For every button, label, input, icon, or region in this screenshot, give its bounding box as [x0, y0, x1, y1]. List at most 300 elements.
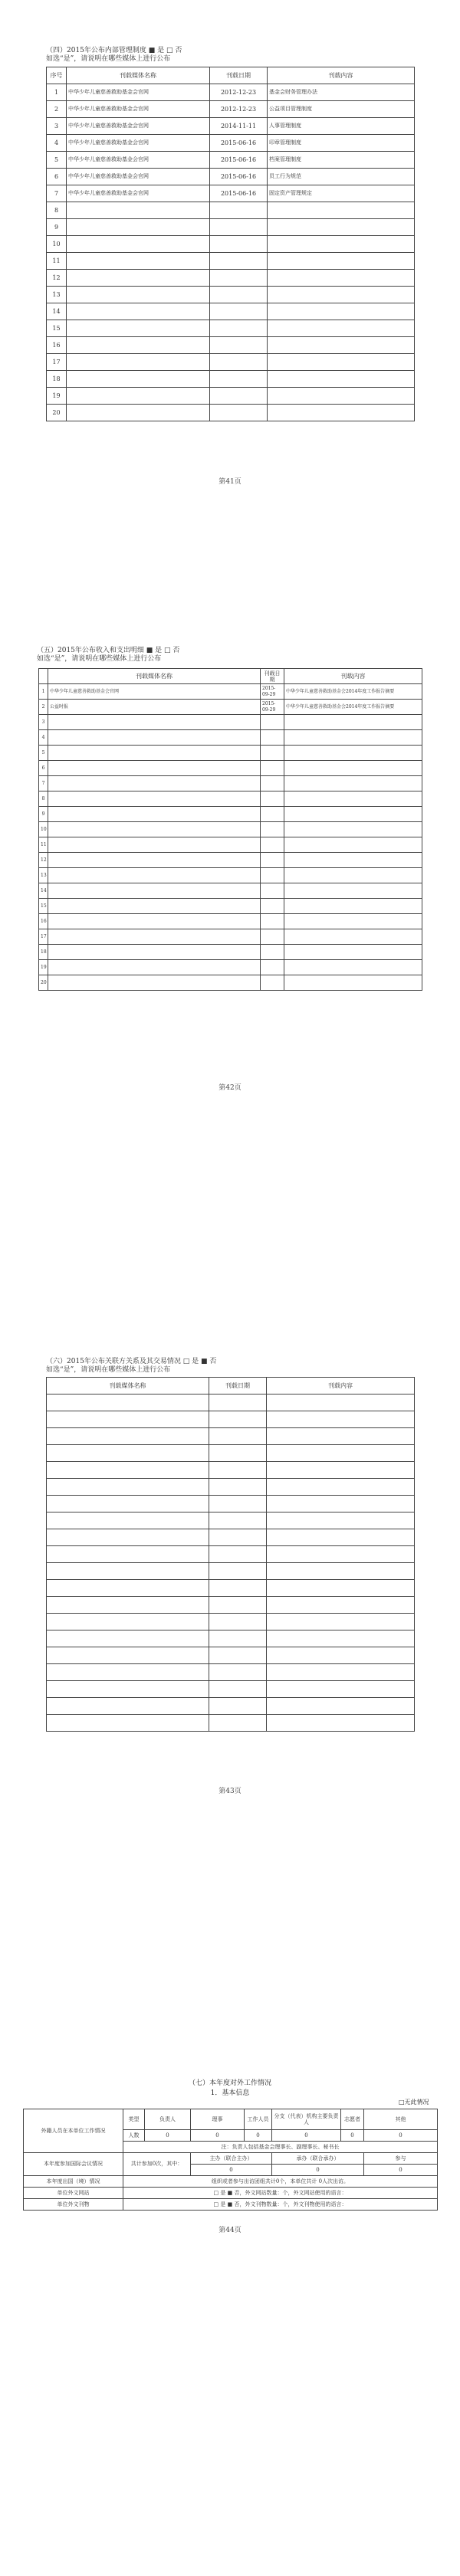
table-row	[47, 1529, 415, 1546]
row-date	[210, 270, 268, 287]
row-content	[267, 1462, 415, 1479]
col-other: 其他	[364, 2109, 438, 2130]
row-date	[209, 1580, 267, 1597]
row-date	[209, 1496, 267, 1512]
header-date: 刊载日期	[209, 1378, 267, 1395]
sec6-table	[46, 1377, 415, 1732]
table-row	[39, 700, 422, 715]
row-content	[267, 1428, 415, 1445]
row-no: 8	[39, 791, 48, 807]
row-no: 13	[47, 287, 67, 303]
row-date	[209, 1479, 267, 1496]
row-media	[67, 236, 210, 253]
row-content	[267, 1597, 415, 1614]
sec5-heading-line2: 如选“是”，请说明在哪些媒体上进行公布	[37, 655, 162, 663]
row-no: 6	[39, 761, 48, 776]
header-content: 刊载内容	[284, 669, 422, 684]
row-media	[67, 371, 210, 388]
row-media	[67, 270, 210, 287]
table-row	[47, 287, 415, 303]
abroad-text: 组织或者参与出访团组共计0个，本单位共计 0人次出访。	[123, 2176, 438, 2188]
row-media	[47, 1411, 209, 1428]
row-no: 19	[47, 388, 67, 405]
table-row	[47, 388, 415, 405]
row-no: 12	[39, 853, 48, 868]
col-leader: 负责人	[145, 2109, 191, 2130]
row-media	[47, 1698, 209, 1715]
row-date	[210, 287, 268, 303]
table-row	[39, 899, 422, 914]
row-media	[47, 1647, 209, 1664]
col-staff: 工作人员	[245, 2109, 272, 2130]
row-content	[284, 899, 422, 914]
row-no: 15	[47, 320, 67, 337]
table-row	[47, 219, 415, 236]
row-date	[261, 837, 284, 853]
table-row	[47, 135, 415, 152]
table-row	[39, 746, 422, 761]
row-media	[48, 791, 261, 807]
row-date	[210, 320, 268, 337]
sec7-table	[23, 2109, 438, 2211]
row-media: 中华少年儿童慈善救助基金会官网	[67, 118, 210, 135]
row-date	[261, 791, 284, 807]
table-row	[47, 337, 415, 354]
row-media	[48, 807, 261, 822]
row-content	[268, 219, 415, 236]
row-date	[209, 1664, 267, 1681]
table-row	[47, 1597, 415, 1614]
count-label: 人数	[123, 2130, 145, 2142]
row-media: 中华少年儿童慈善救助基金会官网	[67, 152, 210, 169]
row-content	[267, 1563, 415, 1580]
row-content	[268, 354, 415, 371]
foreign-website-text: □ 是 ■ 否，外文网站数量：个，外文网站使用的语言：	[123, 2188, 438, 2199]
table-row	[39, 730, 422, 746]
row-date	[209, 1462, 267, 1479]
foreign-staff-label: 外籍人员在本单位工作情况	[24, 2109, 123, 2153]
row-media	[48, 960, 261, 975]
sec5-table	[38, 668, 422, 991]
row-content: 固定资产管理规定	[268, 185, 415, 202]
row-content	[267, 1580, 415, 1597]
row-content	[267, 1715, 415, 1732]
table-row	[47, 1411, 415, 1428]
row-media	[47, 1529, 209, 1546]
row-content	[267, 1647, 415, 1664]
row-no: 7	[39, 776, 48, 791]
table-row	[39, 715, 422, 730]
table-row	[47, 84, 415, 101]
row-media	[67, 354, 210, 371]
row-date	[209, 1411, 267, 1428]
row-content	[267, 1411, 415, 1428]
row-no: 11	[47, 253, 67, 270]
row-no: 15	[39, 899, 48, 914]
table-row	[47, 236, 415, 253]
count-director: 0	[191, 2130, 245, 2142]
row-content	[284, 822, 422, 837]
header-no-blank	[39, 669, 48, 684]
row-date	[261, 899, 284, 914]
row-media	[47, 1496, 209, 1512]
row-date	[209, 1597, 267, 1614]
row-media	[47, 1597, 209, 1614]
row-content	[267, 1630, 415, 1647]
row-date	[209, 1614, 267, 1630]
table-row	[39, 914, 422, 929]
table-row	[47, 169, 415, 185]
row-no: 2	[39, 700, 48, 715]
count-volunteer: 0	[341, 2130, 364, 2142]
table-row	[47, 185, 415, 202]
table-row	[47, 1698, 415, 1715]
row-date	[210, 202, 268, 219]
row-no: 20	[39, 975, 48, 991]
row-date	[209, 1512, 267, 1529]
row-no: 14	[39, 883, 48, 899]
table-row	[39, 761, 422, 776]
header-content: 刊载内容	[267, 1378, 415, 1395]
table-row	[47, 1681, 415, 1698]
sec5-heading	[37, 647, 179, 664]
sec6-page-number: 第43页	[219, 1788, 242, 1795]
row-media: 中华少年儿童慈善救助基金会官网	[67, 185, 210, 202]
table-row	[47, 1512, 415, 1529]
sec5-header-row	[39, 669, 422, 684]
sec7-none-note: □无此情况	[399, 2099, 429, 2106]
row-media: 中华少年儿童慈善救助基金会官网	[67, 84, 210, 101]
row-content: 中华少年儿童慈善救助基金会2014年度工作报告摘要	[284, 684, 422, 700]
sec4-table	[46, 67, 415, 421]
row-date	[261, 883, 284, 899]
sec6-header-row	[47, 1378, 415, 1395]
col-type: 类型	[123, 2109, 145, 2130]
table-row	[47, 1580, 415, 1597]
table-row	[39, 929, 422, 945]
row-media	[67, 337, 210, 354]
sec5-heading-line1: （五）2015年公布收入和支出明细 ■ 是 □ 否	[37, 647, 180, 654]
row-date: 2015-09-29	[261, 684, 284, 700]
row-no: 9	[47, 219, 67, 236]
row-media	[48, 853, 261, 868]
table-row	[47, 1614, 415, 1630]
row-content	[284, 883, 422, 899]
table-row	[47, 1563, 415, 1580]
row-media	[47, 1428, 209, 1445]
row-date: 2012-12-23	[210, 101, 268, 118]
row-media	[47, 1580, 209, 1597]
staff-note: 注：负责人包括基金会理事长、副理事长、秘书长	[123, 2142, 438, 2153]
header-content: 刊载内容	[268, 67, 415, 84]
row-media	[48, 715, 261, 730]
sec4-header-row	[47, 67, 415, 84]
row-content	[284, 730, 422, 746]
sec4-heading-line2: 如选“是”，请说明在哪些媒体上进行公布	[46, 55, 171, 63]
row-content	[284, 975, 422, 991]
row-content	[284, 791, 422, 807]
row-media	[47, 1614, 209, 1630]
row-media	[67, 219, 210, 236]
row-content	[284, 853, 422, 868]
row-content	[267, 1496, 415, 1512]
row-content	[267, 1479, 415, 1496]
row-no: 8	[47, 202, 67, 219]
row-date	[210, 236, 268, 253]
row-date	[261, 746, 284, 761]
row-date	[261, 853, 284, 868]
row-media	[47, 1664, 209, 1681]
row-media	[47, 1512, 209, 1529]
table-row	[39, 837, 422, 853]
row-content	[284, 960, 422, 975]
row-media	[67, 287, 210, 303]
row-date	[209, 1681, 267, 1698]
row-no: 12	[47, 270, 67, 287]
row-date	[209, 1546, 267, 1563]
row-date	[261, 960, 284, 975]
header-media: 刊载媒体名称	[47, 1378, 209, 1395]
row-content	[268, 303, 415, 320]
row-content	[267, 1529, 415, 1546]
row-no: 14	[47, 303, 67, 320]
row-date	[261, 914, 284, 929]
row-media	[67, 253, 210, 270]
row-media	[47, 1395, 209, 1411]
row-content	[268, 320, 415, 337]
header-media: 刊载媒体名称	[67, 67, 210, 84]
row-date	[209, 1647, 267, 1664]
row-no: 11	[39, 837, 48, 853]
abroad-label: 本年度出国（境）情况	[24, 2176, 123, 2188]
header-date: 刊载日期	[210, 67, 268, 84]
row-date	[209, 1428, 267, 1445]
row-media	[67, 202, 210, 219]
table-row	[39, 791, 422, 807]
row-media	[48, 945, 261, 960]
table-row	[47, 1664, 415, 1681]
table-row	[47, 1647, 415, 1664]
row-date: 2015-06-16	[210, 135, 268, 152]
table-row	[47, 320, 415, 337]
row-media: 中华少年儿童慈善救助基金会官网	[67, 169, 210, 185]
sec7-page-number: 第44页	[219, 2227, 242, 2234]
intl-conference-total: 共计参加0次，其中：	[123, 2153, 191, 2176]
row-date	[261, 715, 284, 730]
row-date: 2015-09-29	[261, 700, 284, 715]
table-row	[39, 684, 422, 700]
row-media: 中华少年儿童慈善救助基金会官网	[67, 135, 210, 152]
sec6-heading-line1: （六）2015年公布关联方关系及其交易情况 □ 是 ■ 否	[46, 1358, 217, 1365]
row-content	[284, 761, 422, 776]
table-row	[39, 975, 422, 991]
sec7-title: （七）本年度对外工作情况	[188, 2079, 271, 2087]
row-content	[267, 1664, 415, 1681]
table-row	[39, 960, 422, 975]
row-date	[209, 1698, 267, 1715]
foreign-journal-label: 单位外文刊物	[24, 2199, 123, 2211]
row-content	[267, 1445, 415, 1462]
row-date	[261, 929, 284, 945]
row-media	[48, 822, 261, 837]
row-content	[284, 807, 422, 822]
intl-coorg-label: 承办（联合承办）	[272, 2153, 364, 2165]
row-date	[261, 822, 284, 837]
row-content	[284, 945, 422, 960]
row-no: 13	[39, 868, 48, 883]
row-date: 2015-06-16	[210, 185, 268, 202]
table-row	[47, 354, 415, 371]
row-no: 4	[39, 730, 48, 746]
row-content	[268, 253, 415, 270]
row-content	[284, 715, 422, 730]
table-row	[47, 1496, 415, 1512]
row-media	[67, 303, 210, 320]
table-row	[47, 270, 415, 287]
row-media	[48, 746, 261, 761]
table-row	[39, 853, 422, 868]
row-media: 中华少年儿童慈善救助基金会官网	[67, 101, 210, 118]
row-no: 17	[39, 929, 48, 945]
table-row	[47, 405, 415, 421]
row-no: 1	[39, 684, 48, 700]
row-date	[210, 354, 268, 371]
row-media	[48, 837, 261, 853]
table-row	[47, 1479, 415, 1496]
table-row	[47, 1395, 415, 1411]
sec4-heading	[46, 47, 182, 64]
row-no: 4	[47, 135, 67, 152]
row-date: 2015-06-16	[210, 152, 268, 169]
row-no: 6	[47, 169, 67, 185]
row-date	[261, 868, 284, 883]
row-media	[47, 1630, 209, 1647]
intl-attend-label: 参与	[364, 2153, 438, 2165]
row-date	[210, 371, 268, 388]
sec6-heading-line2: 如选“是”，请说明在哪些媒体上进行公布	[46, 1366, 171, 1374]
row-no: 5	[47, 152, 67, 169]
row-content	[267, 1681, 415, 1698]
sec4-page-number: 第41页	[219, 478, 242, 486]
table-row	[47, 371, 415, 388]
row-media	[48, 914, 261, 929]
row-no: 19	[39, 960, 48, 975]
count-branch: 0	[272, 2130, 341, 2142]
row-content	[284, 837, 422, 853]
row-date: 2012-12-23	[210, 84, 268, 101]
table-row	[39, 807, 422, 822]
header-no: 序号	[47, 67, 67, 84]
row-media	[48, 929, 261, 945]
table-row	[47, 1462, 415, 1479]
row-date	[261, 761, 284, 776]
row-content: 公益项目管理制度	[268, 101, 415, 118]
row-content	[268, 337, 415, 354]
table-row	[39, 868, 422, 883]
row-media	[48, 975, 261, 991]
table-row	[47, 1546, 415, 1563]
row-date	[261, 807, 284, 822]
row-media	[47, 1563, 209, 1580]
row-content	[284, 746, 422, 761]
row-content	[268, 388, 415, 405]
row-media	[47, 1681, 209, 1698]
row-content	[267, 1698, 415, 1715]
row-no: 16	[39, 914, 48, 929]
table-row	[47, 118, 415, 135]
row-date	[261, 975, 284, 991]
row-no: 1	[47, 84, 67, 101]
table-row	[47, 202, 415, 219]
row-date	[261, 945, 284, 960]
row-content: 中华少年儿童慈善救助基金会2014年度工作报告摘要	[284, 700, 422, 715]
intl-host-label: 主办（联合主办）	[191, 2153, 272, 2165]
row-date	[261, 730, 284, 746]
row-no: 16	[47, 337, 67, 354]
row-media	[48, 883, 261, 899]
row-date	[209, 1715, 267, 1732]
row-content: 基金会财务管理办法	[268, 84, 415, 101]
row-media	[67, 388, 210, 405]
table-row	[39, 776, 422, 791]
header-date: 刊载日期	[261, 669, 284, 684]
row-date	[210, 405, 268, 421]
row-date: 2014-11-11	[210, 118, 268, 135]
row-no: 18	[47, 371, 67, 388]
row-media	[48, 899, 261, 914]
row-media: 公益时报	[48, 700, 261, 715]
row-content	[268, 270, 415, 287]
row-media	[48, 761, 261, 776]
col-director: 理事	[191, 2109, 245, 2130]
intl-coorg-value: 0	[272, 2165, 364, 2176]
table-row	[47, 1445, 415, 1462]
row-no: 17	[47, 354, 67, 371]
row-date	[210, 253, 268, 270]
table-row	[47, 1630, 415, 1647]
row-no: 18	[39, 945, 48, 960]
table-row	[39, 945, 422, 960]
foreign-website-label: 单位外文网站	[24, 2188, 123, 2199]
row-no: 10	[39, 822, 48, 837]
row-content	[268, 236, 415, 253]
row-date	[261, 776, 284, 791]
table-row	[39, 883, 422, 899]
row-content: 印章管理制度	[268, 135, 415, 152]
row-content: 档案管理制度	[268, 152, 415, 169]
row-no: 10	[47, 236, 67, 253]
table-row	[47, 1428, 415, 1445]
row-date	[210, 219, 268, 236]
sec4-heading-line1: （四）2015年公布内部管理制度 ■ 是 □ 否	[46, 47, 182, 54]
row-content: 员工行为规范	[268, 169, 415, 185]
row-media	[67, 405, 210, 421]
row-content	[284, 914, 422, 929]
row-content	[284, 929, 422, 945]
row-media	[47, 1715, 209, 1732]
row-media	[48, 776, 261, 791]
header-media: 刊载媒体名称	[48, 669, 261, 684]
row-content	[284, 776, 422, 791]
row-media	[47, 1546, 209, 1563]
intl-host-value: 0	[191, 2165, 272, 2176]
row-no: 3	[39, 715, 48, 730]
row-content	[268, 371, 415, 388]
table-row	[47, 152, 415, 169]
row-media	[48, 868, 261, 883]
row-media	[67, 320, 210, 337]
row-media: 中华少年儿童慈善救助基金会官网	[48, 684, 261, 700]
